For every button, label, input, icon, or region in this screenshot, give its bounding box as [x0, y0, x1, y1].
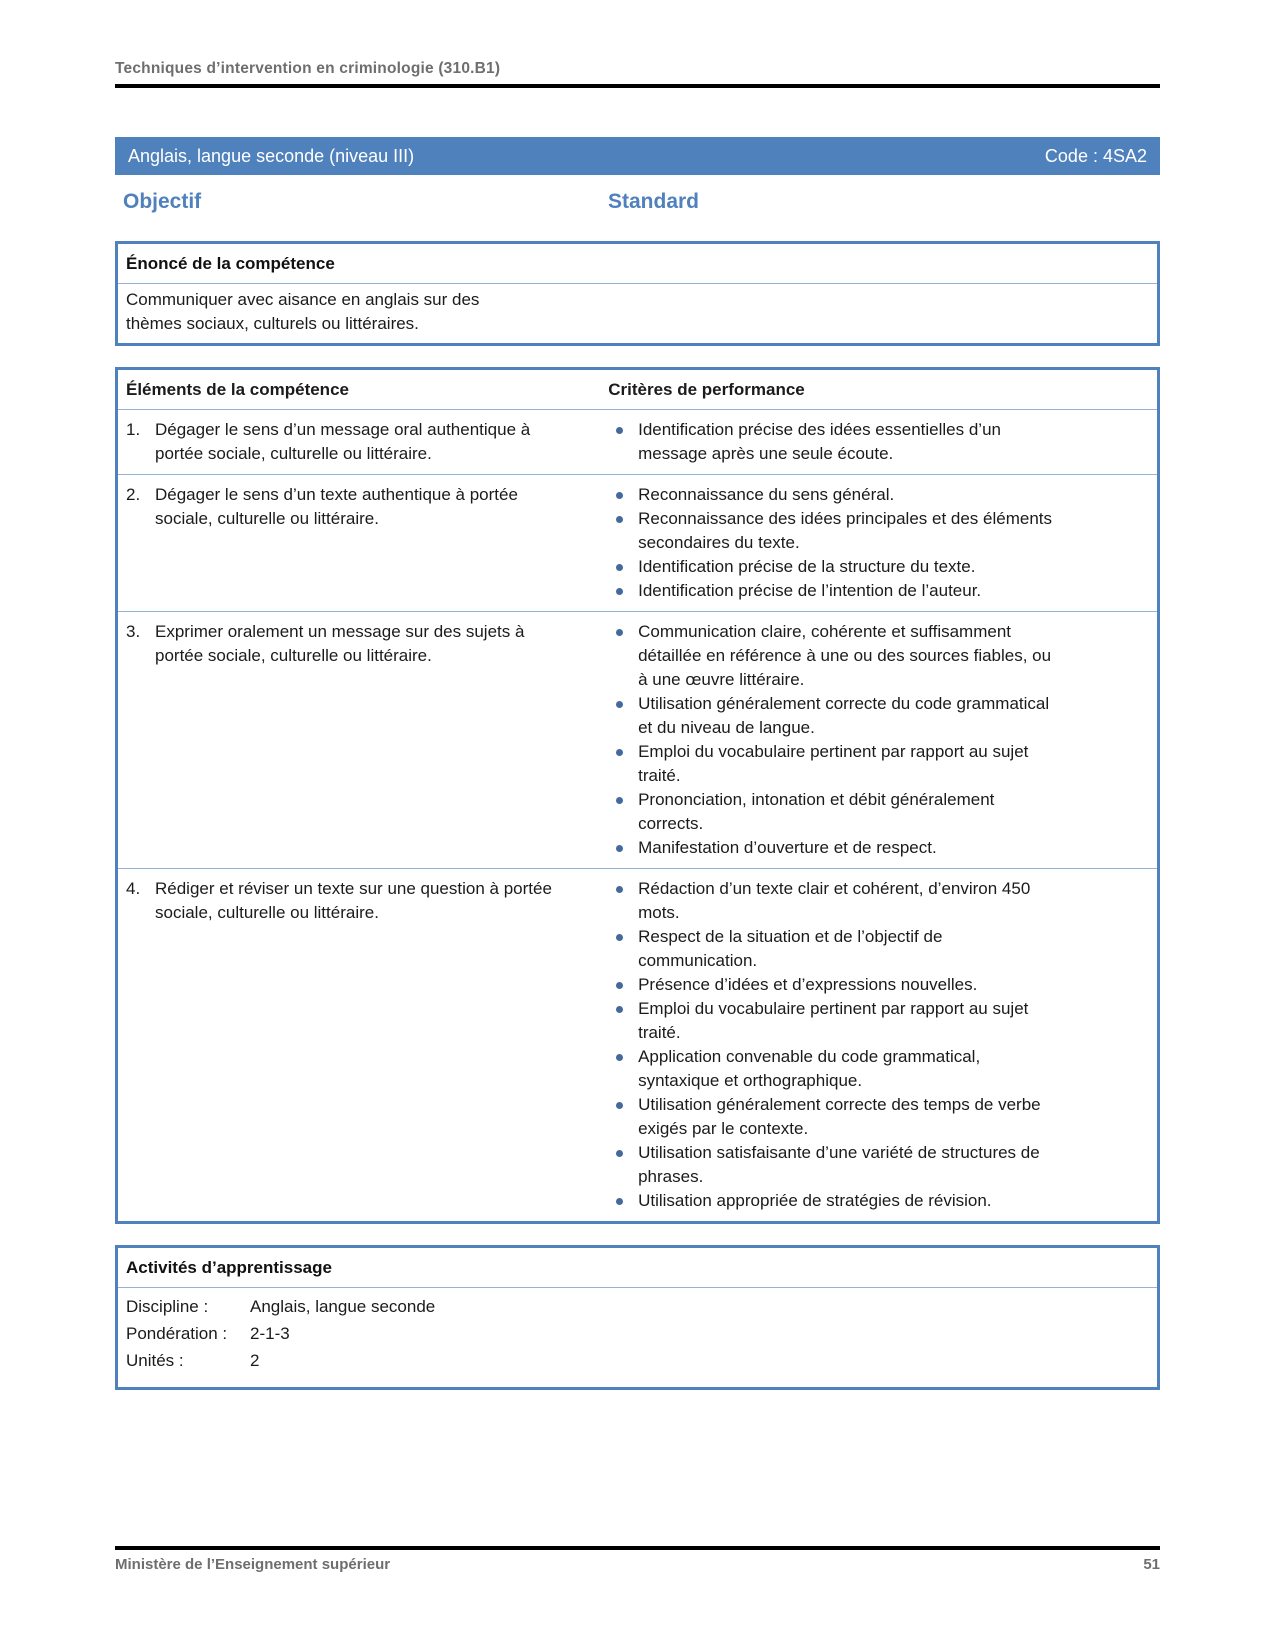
bullet-dot-icon: [616, 1006, 623, 1013]
banner-course-code: Code : 4SA2: [1044, 145, 1147, 166]
criteria-text: Identification précise de la structure du texte.: [638, 557, 976, 576]
activites-label: Discipline :: [126, 1297, 209, 1316]
activites-header: Activités d’apprentissage: [118, 1248, 1157, 1288]
running-header: [115, 0, 1160, 88]
element-text: Exprimer oralement un message sur des sujets à portée sociale, culturelle ou littéraire.: [155, 622, 525, 665]
criteria-text: Utilisation satisfaisante d’une variété de structures de phrases.: [638, 1143, 1040, 1186]
standard-heading: Standard: [608, 190, 700, 213]
bullet-dot-icon: [616, 1054, 623, 1061]
bullet-dot-icon: [616, 797, 623, 804]
criteria-item: [600, 1189, 1062, 1213]
elements-column-header: Éléments de la compétence: [126, 380, 349, 399]
page-footer: [115, 1546, 1160, 1573]
criteria-text: Utilisation généralement correcte des temps de verbe exigés par le contexte.: [638, 1095, 1041, 1138]
bullet-dot-icon: [616, 1150, 623, 1157]
criteria-text: Manifestation d’ouverture et de respect.: [638, 838, 937, 857]
activites-body: [118, 1288, 1157, 1387]
element-number: 4.: [126, 879, 141, 898]
bullet-dot-icon: [616, 588, 623, 595]
element-number: 2.: [126, 485, 141, 504]
element-text: Dégager le sens d’un message oral authentique à portée sociale, culturelle ou littéraire.: [155, 420, 531, 463]
criteria-item: [600, 692, 1062, 740]
criteria-text: Identification précise de l’intention de l’auteur.: [638, 581, 982, 600]
criteria-text: Reconnaissance des idées principales et des éléments secondaires du texte.: [638, 509, 1053, 552]
element-cell: [118, 475, 600, 611]
criteria-item: [600, 507, 1062, 555]
bullet-dot-icon: [616, 629, 623, 636]
objectif-heading: Objectif: [123, 190, 202, 213]
criteria-text: Emploi du vocabulaire pertinent par rapport au sujet traité.: [638, 999, 1029, 1042]
criteria-text: Identification précise des idées essentielles d’un message après une seule écoute.: [638, 420, 1001, 463]
bullet-dot-icon: [616, 516, 623, 523]
activites-value: 2: [250, 1351, 260, 1370]
criteria-text: Utilisation généralement correcte du code grammatical et du niveau de langue.: [638, 694, 1050, 737]
activites-label: Unités :: [126, 1351, 184, 1370]
criteria-item: [600, 1045, 1062, 1093]
element-cell: [118, 612, 600, 868]
criteria-text: Rédaction d’un texte clair et cohérent, d’environ 450 mots.: [638, 879, 1031, 922]
activites-value: 2-1-3: [250, 1324, 290, 1343]
criteria-item: [600, 877, 1062, 925]
enonce-box: [115, 241, 1160, 346]
criteria-item: [600, 788, 1062, 836]
criteria-text: Respect de la situation et de l’objectif de communication.: [638, 927, 943, 970]
competence-table: [115, 367, 1160, 1224]
bullet-dot-icon: [616, 982, 623, 989]
activites-box: [115, 1245, 1160, 1390]
criteria-text: Présence d’idées et d’expressions nouvelles.: [638, 975, 978, 994]
competence-table-header: [118, 370, 1157, 410]
bullet-dot-icon: [616, 845, 623, 852]
header-rule: [115, 84, 1160, 88]
criteria-text: Utilisation appropriée de stratégies de révision.: [638, 1191, 992, 1210]
criteria-item: [600, 836, 1062, 860]
criteria-text: Emploi du vocabulaire pertinent par rapport au sujet traité.: [638, 742, 1029, 785]
criteria-item: [600, 925, 1062, 973]
footer-page-number: 51: [1143, 1556, 1160, 1573]
bullet-dot-icon: [616, 749, 623, 756]
activites-value: Anglais, langue seconde: [250, 1297, 436, 1316]
activites-row: [126, 1293, 1145, 1320]
element-cell: [118, 410, 600, 474]
criteria-list: [600, 869, 1157, 1221]
bullet-dot-icon: [616, 1198, 623, 1205]
criteria-list: [600, 475, 1157, 611]
course-banner: [115, 137, 1160, 175]
competence-rows: [118, 410, 1157, 1221]
element-text: Rédiger et réviser un texte sur une question à portée sociale, culturelle ou littéraire.: [155, 879, 552, 922]
criteria-text: Prononciation, intonation et débit généralement corrects.: [638, 790, 995, 833]
criteria-item: [600, 1141, 1062, 1189]
criteria-text: Reconnaissance du sens général.: [638, 485, 895, 504]
section-headings: [115, 190, 1160, 220]
criteria-text: Application convenable du code grammatical, syntaxique et orthographique.: [638, 1047, 981, 1090]
element-text: Dégager le sens d’un texte authentique à portée sociale, culturelle ou littéraire.: [155, 485, 518, 528]
footer-ministry: Ministère de l’Enseignement supérieur: [115, 1556, 391, 1573]
criteria-item: [600, 620, 1062, 692]
element-row: [118, 612, 1157, 869]
criteria-text: Communication claire, cohérente et suffisamment détaillée en référence à une ou des sources fiables, ou à une œuvre littéraire.: [638, 622, 1052, 689]
criteria-item: [600, 1093, 1062, 1141]
bullet-dot-icon: [616, 1102, 623, 1109]
criteria-item: [600, 418, 1062, 466]
enonce-body: Communiquer avec aisance en anglais sur des thèmes sociaux, culturels ou littéraires.: [126, 290, 480, 333]
bullet-dot-icon: [616, 701, 623, 708]
element-number: 1.: [126, 420, 141, 439]
bullet-dot-icon: [616, 427, 623, 434]
bullet-dot-icon: [616, 934, 623, 941]
criteria-item: [600, 740, 1062, 788]
criteres-column-header: Critères de performance: [608, 380, 805, 399]
running-header-title: Techniques d’intervention en criminologie (310.B1): [115, 60, 501, 77]
activites-label: Pondération :: [126, 1324, 228, 1343]
criteria-item: [600, 973, 1062, 997]
element-cell: [118, 869, 600, 1221]
element-row: [118, 869, 1157, 1221]
bullet-dot-icon: [616, 886, 623, 893]
bullet-dot-icon: [616, 564, 623, 571]
enonce-header: Énoncé de la compétence: [118, 244, 1157, 284]
bullet-dot-icon: [616, 492, 623, 499]
criteria-list: [600, 612, 1157, 868]
criteria-list: [600, 410, 1157, 474]
criteria-item: [600, 997, 1062, 1045]
element-row: [118, 410, 1157, 475]
activites-row: [126, 1320, 1145, 1347]
criteria-item: [600, 483, 1062, 507]
element-number: 3.: [126, 622, 141, 641]
element-row: [118, 475, 1157, 612]
banner-course-title: Anglais, langue seconde (niveau III): [128, 145, 415, 166]
activites-row: [126, 1347, 1145, 1374]
criteria-item: [600, 555, 1062, 579]
criteria-item: [600, 579, 1062, 603]
